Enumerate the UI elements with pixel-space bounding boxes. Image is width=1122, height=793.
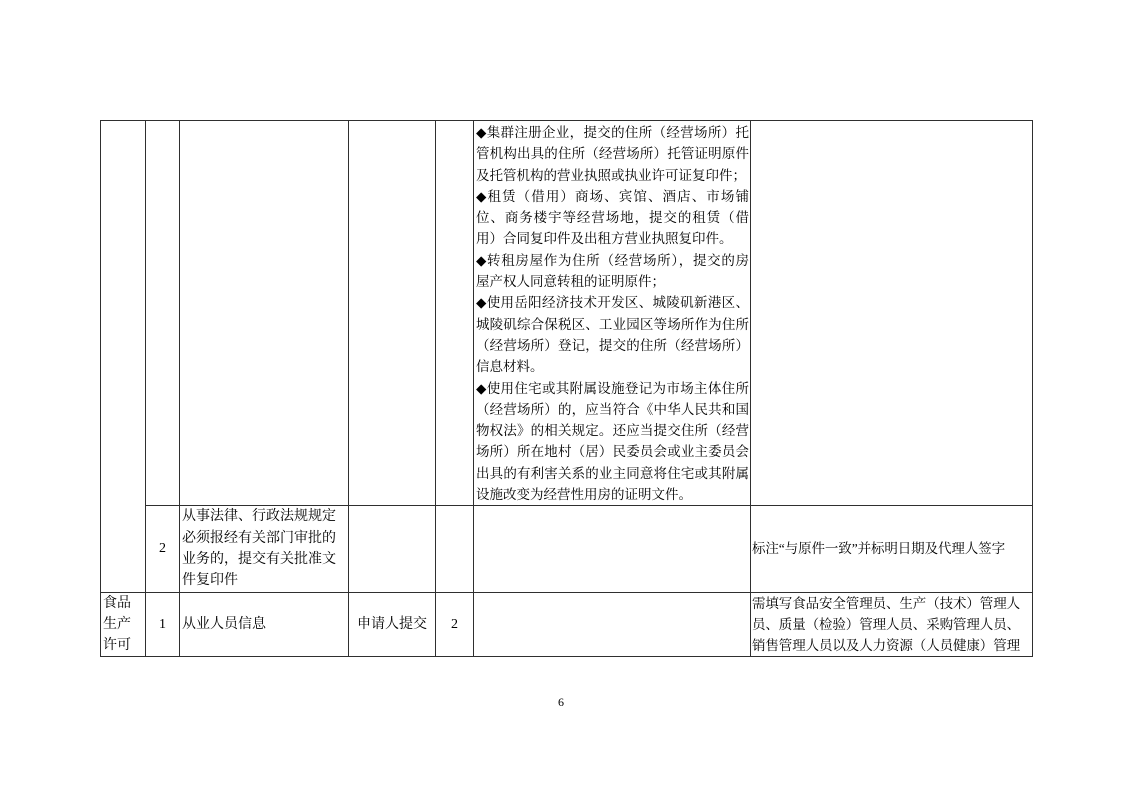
cell-detail-requirements [474,592,751,657]
page-number: 6 [558,695,564,709]
requirement-bullet: ◆租赁（借用）商场、宾馆、酒店、市场铺位、商务楼宇等经营场地，提交的租赁（借用）合同复印件及出租方营业执照复印件。 [476,188,749,247]
requirement-bullet: ◆使用住宅或其附属设施登记为市场主体住所（经营场所）的，应当符合《中华人民共和国物权法》的相关规定。还应当提交住所（经营场所）所在地村（居）民委员会或业主委员会出具的有利害关系的业主同意将住宅或其附属设施改变为经营性用房的证明文件。 [476,380,749,503]
cell-material-name: 从事法律、行政法规规定必须报经有关部门审批的业务的，提交有关批准文件复印件 [180,506,349,592]
cell-item-no: 1 [146,592,180,657]
cell-copies [436,506,474,592]
requirement-bullet: ◆集群注册企业，提交的住所（经营场所）托管机构出具的住所（经营场所）托管证明原件及托管机构的营业执照或执业许可证复印件； [476,125,749,183]
table-row-continuation [101,121,1033,506]
cell-material-name: 从业人员信息 [180,592,349,657]
cell-copies: 2 [436,592,474,657]
materials-table [100,120,1033,657]
requirement-bullet: ◆转租房屋作为住所（经营场所），提交的房屋产权人同意转租的证明原件； [476,252,749,290]
cell-submitter: 申请人提交 [349,592,436,657]
cell-detail-requirements [474,506,751,592]
table-row-food-production [101,592,1033,657]
cell-submitter [349,121,436,506]
cell-category: 食品生产许可 [101,592,146,657]
cell-copies [436,121,474,506]
cell-item-no [146,121,180,506]
cell-category-merged [101,121,146,593]
cell-material-name [180,121,349,506]
cell-detail-requirements [474,121,751,506]
cell-remark: 标注“与原件一致”并标明日期及代理人签字 [751,506,1033,592]
cell-remark [751,121,1033,506]
table-row-item-2 [101,506,1033,592]
cell-remark: 需填写食品安全管理员、生产（技术）管理人员、质量（检验）管理人员、采购管理人员、销售管理人员以及人力资源（人员健康）管理 [751,592,1033,657]
cell-item-no: 2 [146,506,180,592]
cell-submitter [349,506,436,592]
requirement-bullet: ◆使用岳阳经济技术开发区、城陵矶新港区、城陵矶综合保税区、工业园区等场所作为住所（经营场所）登记，提交的住所（经营场所）信息材料。 [476,295,749,375]
